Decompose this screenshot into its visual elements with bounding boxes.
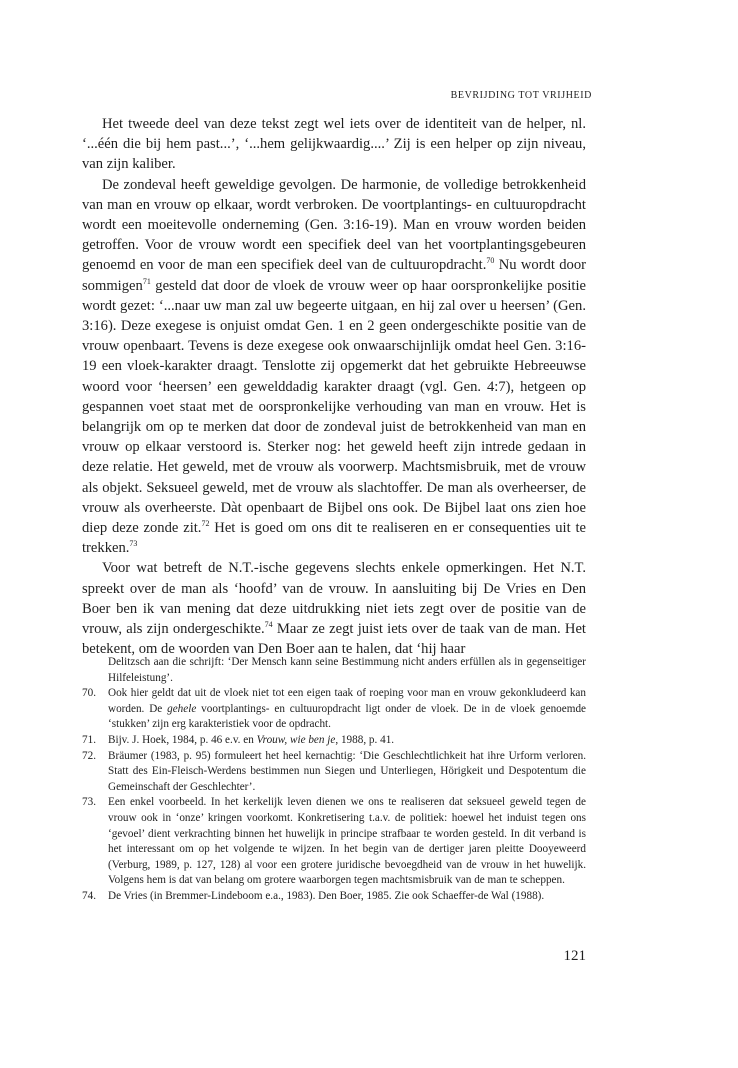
footnote-74: 74. De Vries (in Bremmer-Lindeboom e.a., 1983). Den Boer, 1985. Zie ook Schaeffer-de Wal (1988). [82, 889, 545, 902]
footnote-70: 70. Ook hier geldt dat uit de vloek niet tot een eigen taak of roeping voor man en vrouw gekonkludeerd kan worden. De gehele voortplantings- en cultuuropdracht ligt onder de vloek. De in de vloek genoemde ‘stukken’ zijn erg karakteristiek voor de opdracht. [82, 687, 587, 731]
body-text [82, 114, 586, 659]
footnote-ref-72: 72 [201, 519, 210, 529]
footnote-72: 72. Bräumer (1983, p. 95) formuleert het heel kernachtig: ‘Die Geschlechtlichkeit hat ihre Urform verloren. Statt des Ein-Fleisch-Werdens bestimmen nun Siegen und Unterliegen, Hörigkeit und Despotentum die Gemeinschaft der Geschlechter’. [82, 749, 586, 793]
footnote-continuation: Delitzsch aan die schrijft: ‘Der Mensch kann seine Bestimmung nicht anders erfüllen als in gegenseitiger Hilfeleistung’. [108, 656, 586, 684]
footnote-71: 71. Bijv. J. Hoek, 1984, p. 46 e.v. en Vrouw, wie ben je, 1988, p. 41. [82, 733, 395, 746]
footnote-ref-71: 71 [142, 276, 151, 286]
paragraph-1: Het tweede deel van deze tekst zegt wel iets over de identiteit van de helper, nl. ‘...één die bij hem past...’, ‘...hem gelijkwaardig....’ Zij is een helper op zijn niveau, van zijn kaliber. [82, 116, 586, 173]
footnotes [82, 655, 586, 905]
footnote-ref-74: 74 [264, 620, 273, 630]
page-number: 121 [563, 948, 586, 964]
footnote-73: 73. Een enkel voorbeeld. In het kerkelijk leven dienen we ons te realiseren dat seksueel geweld tegen de vrouw ook in ‘onze’ kringen voorkomt. Konkretisering t.a.v. de politiek: hoewel het induist tegen ons ‘gevoel’ dient verkrachting binnen het huwelijk in principe strafbaar te worden gesteld. In dit verband is het interessant om op het volgende te wijzen. In het begin van de dertiger jaren pleitte Dooyeweerd (Verburg, 1989, p. 127, 128) al voor een grotere juridische bevoegdheid van de vrouw in het huwelijk. Volgens hem is dat van belang om grotere waarborgen tegen machtsmisbruik van de man te scheppen. [82, 796, 586, 887]
running-head: BEVRIJDING TOT VRIJHEID [450, 90, 592, 101]
paragraph-3: Voor wat betreft de N.T.-ische gegevens slechts enkele opmerkingen. Het N.T. spreekt over de man als ‘hoofd’ van de vrouw. In aansluiting bij De Vries en Den Boer ben ik van mening dat deze uitdrukking niet iets zegt over de positie van de vrouw, als zijn ondergeschikte.$^{74}$ Maar ze zegt juist iets over de taak van de man. Het betekent, om de woorden van Den Boer aan te halen, dat ‘hij haar [82, 560, 586, 658]
footnote-ref-70: 70 [486, 256, 495, 266]
footnote-ref-73: 73 [129, 539, 138, 549]
paragraph-2: De zondeval heeft geweldige gevolgen. De harmonie, de volledige betrokkenheid van man en vrouw op elkaar, wordt verbroken. De voortplantings- en cultuuropdracht wordt een moeitevolle onderneming (Gen. 3:16-19). Man en vrouw worden beiden getroffen. Voor de vrouw wordt een specifiek deel van het voortplantingsgebeuren genoemd en voor de man een specifiek deel van de cultuuropdracht.$^{70}$ Nu wordt door sommigen$^{71}$ gesteld dat door de vloek de vrouw weer op haar oorspronkelijke positie wordt gezet: ‘...naar uw man zal uw begeerte uitgaan, en hij zal over u heersen’ (Gen. 3:16). Deze exegese is onjuist omdat Gen. 1 en 2 geen ondergeschikte positie van de vrouw openbaart. Tevens is deze exegese ook onwaarschijnlijk omdat heel Gen. 3:16-19 een vloek-karakter draagt. Tenslotte zij opgemerkt dat het gebruikte Hebreeuwse woord voor ‘heersen’ een gewelddadig karakter draagt (vgl. Gen. 4:7), hetgeen op gespannen voet staat met de oorspronkelijke verhouding van man en vrouw. Het is belangrijk om op te merken dat door de zondeval juist de betrokkenheid van man en vrouw op elkaar verstoord is. Sterker nog: het geweld heeft zijn intrede gedaan in deze relatie. Het geweld, met de vrouw als voorwerp. Machtsmisbruik, met de vrouw als objekt. Seksueel geweld, met de vrouw als slachtoffer. De man als overheerser, de vrouw als overheerste. Dàt openbaart de Bijbel ons ook. De Bijbel laat ons zien hoe diep deze zonde zit.$^{72}$ Het is goed om ons dit te realiseren en er consequenties uit te trekken.$^{73}$ [82, 176, 586, 557]
